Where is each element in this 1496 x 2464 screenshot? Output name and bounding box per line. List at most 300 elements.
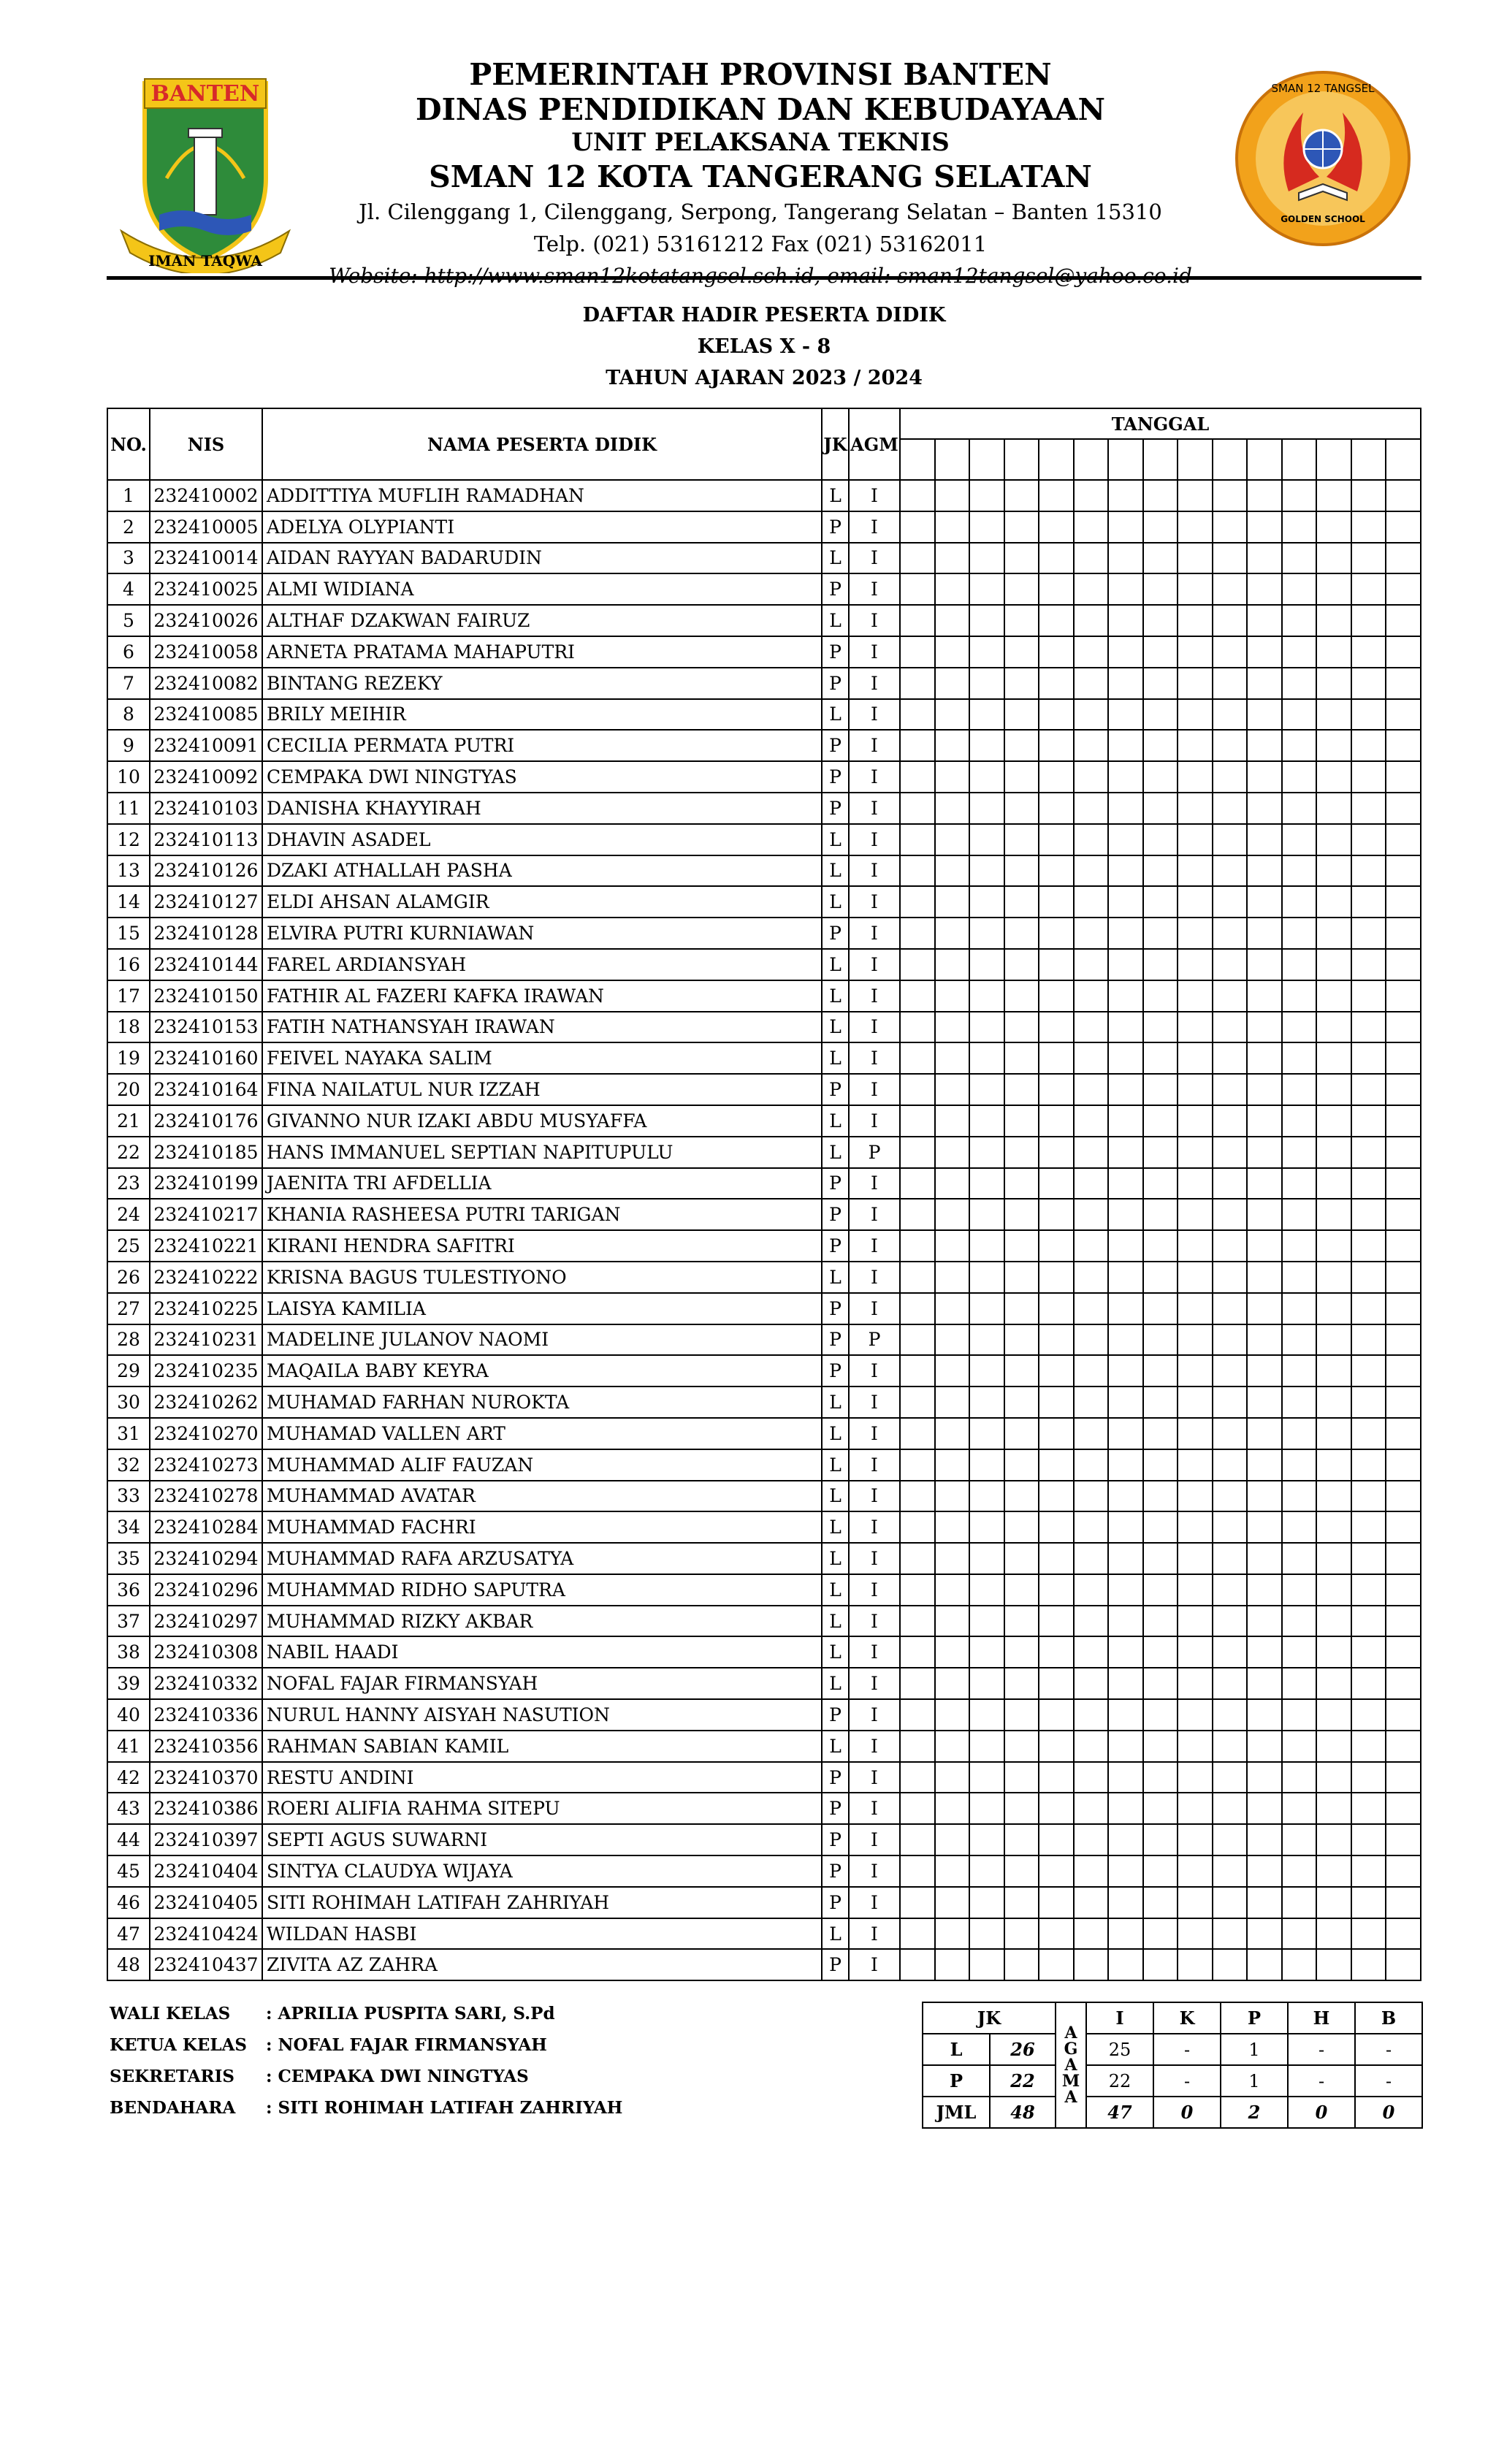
attendance-cell[interactable] (1004, 1418, 1039, 1449)
attendance-cell[interactable] (1351, 636, 1386, 668)
attendance-cell[interactable] (1386, 1230, 1421, 1262)
attendance-cell[interactable] (1004, 761, 1039, 793)
attendance-cell[interactable] (1039, 855, 1074, 887)
attendance-cell[interactable] (935, 1168, 970, 1199)
attendance-cell[interactable] (1039, 1199, 1074, 1230)
attendance-cell[interactable] (1386, 1949, 1421, 1980)
attendance-cell[interactable] (1039, 1606, 1074, 1637)
attendance-cell[interactable] (935, 573, 970, 605)
attendance-cell[interactable] (1039, 1793, 1074, 1824)
attendance-cell[interactable] (1108, 1887, 1143, 1918)
attendance-cell[interactable] (1282, 1042, 1317, 1074)
attendance-cell[interactable] (1004, 1668, 1039, 1699)
attendance-cell[interactable] (935, 1137, 970, 1168)
attendance-cell[interactable] (900, 605, 935, 636)
attendance-cell[interactable] (900, 636, 935, 668)
attendance-cell[interactable] (900, 761, 935, 793)
attendance-cell[interactable] (969, 1262, 1004, 1293)
attendance-cell[interactable] (1316, 1574, 1351, 1606)
attendance-cell[interactable] (900, 886, 935, 918)
attendance-cell[interactable] (1247, 543, 1282, 574)
attendance-cell[interactable] (969, 1481, 1004, 1512)
attendance-cell[interactable] (935, 824, 970, 855)
attendance-cell[interactable] (900, 1418, 935, 1449)
attendance-cell[interactable] (969, 793, 1004, 824)
attendance-cell[interactable] (969, 980, 1004, 1012)
attendance-cell[interactable] (1039, 1762, 1074, 1793)
attendance-cell[interactable] (1316, 1137, 1351, 1168)
attendance-cell[interactable] (1386, 605, 1421, 636)
attendance-cell[interactable] (969, 1230, 1004, 1262)
attendance-cell[interactable] (1247, 1418, 1282, 1449)
attendance-cell[interactable] (1351, 1168, 1386, 1199)
attendance-cell[interactable] (1143, 855, 1178, 887)
attendance-cell[interactable] (1282, 1606, 1317, 1637)
attendance-cell[interactable] (1039, 1074, 1074, 1105)
attendance-cell[interactable] (935, 1418, 970, 1449)
attendance-cell[interactable] (1213, 793, 1248, 824)
attendance-cell[interactable] (1178, 855, 1213, 887)
attendance-cell[interactable] (1178, 980, 1213, 1012)
attendance-cell[interactable] (935, 1511, 970, 1543)
attendance-cell[interactable] (1074, 1731, 1109, 1762)
attendance-cell[interactable] (1386, 480, 1421, 511)
attendance-cell[interactable] (1143, 1293, 1178, 1324)
attendance-cell[interactable] (1247, 1918, 1282, 1950)
attendance-cell[interactable] (1316, 480, 1351, 511)
attendance-cell[interactable] (1074, 1418, 1109, 1449)
attendance-cell[interactable] (1039, 699, 1074, 731)
attendance-cell[interactable] (1247, 886, 1282, 918)
attendance-cell[interactable] (1074, 668, 1109, 699)
attendance-cell[interactable] (1247, 1636, 1282, 1668)
attendance-cell[interactable] (1351, 1574, 1386, 1606)
attendance-cell[interactable] (900, 1511, 935, 1543)
attendance-cell[interactable] (1213, 1949, 1248, 1980)
attendance-cell[interactable] (1351, 1511, 1386, 1543)
attendance-cell[interactable] (900, 1918, 935, 1950)
attendance-cell[interactable] (1351, 543, 1386, 574)
attendance-cell[interactable] (1213, 1199, 1248, 1230)
attendance-cell[interactable] (1004, 480, 1039, 511)
attendance-cell[interactable] (1108, 980, 1143, 1012)
attendance-cell[interactable] (1386, 1074, 1421, 1105)
attendance-cell[interactable] (1108, 1793, 1143, 1824)
attendance-cell[interactable] (1282, 1012, 1317, 1043)
attendance-cell[interactable] (1282, 636, 1317, 668)
attendance-cell[interactable] (1386, 1543, 1421, 1574)
attendance-cell[interactable] (1143, 668, 1178, 699)
attendance-cell[interactable] (1108, 543, 1143, 574)
attendance-cell[interactable] (1316, 1668, 1351, 1699)
attendance-cell[interactable] (1386, 949, 1421, 980)
attendance-cell[interactable] (1247, 1481, 1282, 1512)
attendance-cell[interactable] (1039, 1387, 1074, 1418)
attendance-cell[interactable] (1316, 1074, 1351, 1105)
attendance-cell[interactable] (1039, 1574, 1074, 1606)
attendance-cell[interactable] (1039, 1293, 1074, 1324)
attendance-cell[interactable] (1386, 1324, 1421, 1356)
attendance-cell[interactable] (1143, 1824, 1178, 1855)
attendance-cell[interactable] (1386, 793, 1421, 824)
attendance-cell[interactable] (1039, 1168, 1074, 1199)
attendance-cell[interactable] (1004, 1511, 1039, 1543)
attendance-cell[interactable] (969, 511, 1004, 543)
attendance-cell[interactable] (1316, 543, 1351, 574)
attendance-cell[interactable] (1108, 824, 1143, 855)
attendance-cell[interactable] (969, 699, 1004, 731)
attendance-cell[interactable] (900, 1574, 935, 1606)
attendance-cell[interactable] (1351, 1042, 1386, 1074)
attendance-cell[interactable] (1213, 1230, 1248, 1262)
attendance-cell[interactable] (1386, 1793, 1421, 1824)
attendance-cell[interactable] (1074, 1949, 1109, 1980)
attendance-cell[interactable] (935, 793, 970, 824)
attendance-cell[interactable] (1316, 1606, 1351, 1637)
attendance-cell[interactable] (1039, 668, 1074, 699)
attendance-cell[interactable] (935, 1699, 970, 1731)
attendance-cell[interactable] (969, 1199, 1004, 1230)
attendance-cell[interactable] (1004, 1949, 1039, 1980)
attendance-cell[interactable] (1039, 949, 1074, 980)
attendance-cell[interactable] (1178, 1012, 1213, 1043)
attendance-cell[interactable] (1143, 1137, 1178, 1168)
attendance-cell[interactable] (900, 949, 935, 980)
attendance-cell[interactable] (1074, 1824, 1109, 1855)
attendance-cell[interactable] (1316, 980, 1351, 1012)
attendance-cell[interactable] (1074, 886, 1109, 918)
attendance-cell[interactable] (935, 1731, 970, 1762)
attendance-cell[interactable] (900, 1324, 935, 1356)
attendance-cell[interactable] (1247, 1137, 1282, 1168)
attendance-cell[interactable] (1282, 1699, 1317, 1731)
attendance-cell[interactable] (1039, 1262, 1074, 1293)
attendance-cell[interactable] (1074, 1762, 1109, 1793)
attendance-cell[interactable] (1213, 1262, 1248, 1293)
attendance-cell[interactable] (900, 511, 935, 543)
attendance-cell[interactable] (1074, 855, 1109, 887)
attendance-cell[interactable] (1213, 636, 1248, 668)
attendance-cell[interactable] (1282, 1731, 1317, 1762)
attendance-cell[interactable] (1143, 1355, 1178, 1387)
attendance-cell[interactable] (1247, 1762, 1282, 1793)
attendance-cell[interactable] (1108, 1606, 1143, 1637)
attendance-cell[interactable] (1282, 761, 1317, 793)
attendance-cell[interactable] (1039, 1918, 1074, 1950)
attendance-cell[interactable] (1039, 1418, 1074, 1449)
attendance-cell[interactable] (1178, 1699, 1213, 1731)
attendance-cell[interactable] (1143, 793, 1178, 824)
attendance-cell[interactable] (1316, 1699, 1351, 1731)
attendance-cell[interactable] (1074, 1199, 1109, 1230)
attendance-cell[interactable] (1074, 1793, 1109, 1824)
attendance-cell[interactable] (1074, 1105, 1109, 1137)
attendance-cell[interactable] (1351, 1105, 1386, 1137)
attendance-cell[interactable] (1178, 1481, 1213, 1512)
attendance-cell[interactable] (1213, 1574, 1248, 1606)
attendance-cell[interactable] (1178, 605, 1213, 636)
attendance-cell[interactable] (1386, 1699, 1421, 1731)
attendance-cell[interactable] (1316, 573, 1351, 605)
attendance-cell[interactable] (1213, 1699, 1248, 1731)
attendance-cell[interactable] (1316, 1543, 1351, 1574)
attendance-cell[interactable] (1351, 1481, 1386, 1512)
attendance-cell[interactable] (1282, 1137, 1317, 1168)
attendance-cell[interactable] (1247, 1230, 1282, 1262)
attendance-cell[interactable] (1247, 1199, 1282, 1230)
attendance-cell[interactable] (1143, 511, 1178, 543)
attendance-cell[interactable] (1386, 1855, 1421, 1887)
attendance-cell[interactable] (1004, 1824, 1039, 1855)
attendance-cell[interactable] (1143, 1887, 1178, 1918)
attendance-cell[interactable] (1039, 480, 1074, 511)
attendance-cell[interactable] (1108, 1262, 1143, 1293)
attendance-cell[interactable] (1386, 1668, 1421, 1699)
attendance-cell[interactable] (1074, 1355, 1109, 1387)
attendance-cell[interactable] (1039, 886, 1074, 918)
attendance-cell[interactable] (935, 1793, 970, 1824)
attendance-cell[interactable] (1178, 668, 1213, 699)
attendance-cell[interactable] (969, 1042, 1004, 1074)
attendance-cell[interactable] (1108, 1293, 1143, 1324)
attendance-cell[interactable] (1282, 1574, 1317, 1606)
attendance-cell[interactable] (1351, 793, 1386, 824)
attendance-cell[interactable] (1143, 1793, 1178, 1824)
attendance-cell[interactable] (900, 824, 935, 855)
attendance-cell[interactable] (1143, 949, 1178, 980)
attendance-cell[interactable] (1213, 1355, 1248, 1387)
attendance-cell[interactable] (1108, 668, 1143, 699)
attendance-cell[interactable] (1282, 1918, 1317, 1950)
attendance-cell[interactable] (1351, 824, 1386, 855)
attendance-cell[interactable] (1316, 1293, 1351, 1324)
attendance-cell[interactable] (1247, 1699, 1282, 1731)
attendance-cell[interactable] (1178, 1887, 1213, 1918)
attendance-cell[interactable] (1178, 1355, 1213, 1387)
attendance-cell[interactable] (1074, 543, 1109, 574)
attendance-cell[interactable] (1351, 949, 1386, 980)
attendance-cell[interactable] (1178, 636, 1213, 668)
attendance-cell[interactable] (1351, 1918, 1386, 1950)
attendance-cell[interactable] (1213, 730, 1248, 761)
attendance-cell[interactable] (1039, 1855, 1074, 1887)
attendance-cell[interactable] (935, 1042, 970, 1074)
attendance-cell[interactable] (1074, 1387, 1109, 1418)
attendance-cell[interactable] (1351, 1012, 1386, 1043)
attendance-cell[interactable] (900, 1262, 935, 1293)
attendance-cell[interactable] (1282, 1449, 1317, 1481)
attendance-cell[interactable] (1178, 1324, 1213, 1356)
attendance-cell[interactable] (1247, 1511, 1282, 1543)
attendance-cell[interactable] (1074, 980, 1109, 1012)
attendance-cell[interactable] (900, 1137, 935, 1168)
attendance-cell[interactable] (900, 480, 935, 511)
attendance-cell[interactable] (935, 1074, 970, 1105)
attendance-cell[interactable] (1316, 1793, 1351, 1824)
attendance-cell[interactable] (1386, 1262, 1421, 1293)
attendance-cell[interactable] (1143, 1636, 1178, 1668)
attendance-cell[interactable] (1143, 1387, 1178, 1418)
attendance-cell[interactable] (935, 886, 970, 918)
attendance-cell[interactable] (1074, 1137, 1109, 1168)
attendance-cell[interactable] (1213, 605, 1248, 636)
attendance-cell[interactable] (1351, 1074, 1386, 1105)
attendance-cell[interactable] (969, 1137, 1004, 1168)
attendance-cell[interactable] (1282, 824, 1317, 855)
attendance-cell[interactable] (900, 1074, 935, 1105)
attendance-cell[interactable] (1178, 1137, 1213, 1168)
attendance-cell[interactable] (1108, 1574, 1143, 1606)
attendance-cell[interactable] (1247, 1668, 1282, 1699)
attendance-cell[interactable] (1143, 543, 1178, 574)
attendance-cell[interactable] (1178, 1762, 1213, 1793)
attendance-cell[interactable] (1351, 980, 1386, 1012)
attendance-cell[interactable] (1316, 1168, 1351, 1199)
attendance-cell[interactable] (1039, 605, 1074, 636)
attendance-cell[interactable] (1004, 1355, 1039, 1387)
attendance-cell[interactable] (1213, 1449, 1248, 1481)
attendance-cell[interactable] (900, 1042, 935, 1074)
attendance-cell[interactable] (1108, 605, 1143, 636)
attendance-cell[interactable] (1074, 1636, 1109, 1668)
attendance-cell[interactable] (1316, 1199, 1351, 1230)
attendance-cell[interactable] (1004, 1731, 1039, 1762)
attendance-cell[interactable] (1074, 1012, 1109, 1043)
attendance-cell[interactable] (935, 949, 970, 980)
attendance-cell[interactable] (1178, 573, 1213, 605)
attendance-cell[interactable] (1074, 1262, 1109, 1293)
attendance-cell[interactable] (1108, 511, 1143, 543)
attendance-cell[interactable] (1004, 949, 1039, 980)
attendance-cell[interactable] (1108, 1324, 1143, 1356)
attendance-cell[interactable] (1351, 1262, 1386, 1293)
attendance-cell[interactable] (935, 1543, 970, 1574)
attendance-cell[interactable] (1351, 668, 1386, 699)
attendance-cell[interactable] (969, 1887, 1004, 1918)
attendance-cell[interactable] (935, 480, 970, 511)
attendance-cell[interactable] (969, 1168, 1004, 1199)
attendance-cell[interactable] (1247, 1606, 1282, 1637)
attendance-cell[interactable] (1108, 1418, 1143, 1449)
attendance-cell[interactable] (1386, 1731, 1421, 1762)
attendance-cell[interactable] (1247, 730, 1282, 761)
attendance-cell[interactable] (1247, 793, 1282, 824)
attendance-cell[interactable] (1316, 1012, 1351, 1043)
attendance-cell[interactable] (1351, 1293, 1386, 1324)
attendance-cell[interactable] (935, 543, 970, 574)
attendance-cell[interactable] (1351, 1418, 1386, 1449)
attendance-cell[interactable] (1178, 949, 1213, 980)
attendance-cell[interactable] (1178, 918, 1213, 949)
attendance-cell[interactable] (1247, 480, 1282, 511)
attendance-cell[interactable] (1004, 730, 1039, 761)
attendance-cell[interactable] (1004, 980, 1039, 1012)
attendance-cell[interactable] (1282, 730, 1317, 761)
attendance-cell[interactable] (1282, 1887, 1317, 1918)
attendance-cell[interactable] (1074, 1855, 1109, 1887)
attendance-cell[interactable] (900, 699, 935, 731)
attendance-cell[interactable] (1282, 573, 1317, 605)
attendance-cell[interactable] (1282, 886, 1317, 918)
attendance-cell[interactable] (935, 1199, 970, 1230)
attendance-cell[interactable] (1247, 1042, 1282, 1074)
attendance-cell[interactable] (900, 1012, 935, 1043)
attendance-cell[interactable] (900, 1355, 935, 1387)
attendance-cell[interactable] (969, 605, 1004, 636)
attendance-cell[interactable] (1386, 668, 1421, 699)
attendance-cell[interactable] (969, 1511, 1004, 1543)
attendance-cell[interactable] (1108, 855, 1143, 887)
attendance-cell[interactable] (1351, 1887, 1386, 1918)
attendance-cell[interactable] (1213, 1105, 1248, 1137)
attendance-cell[interactable] (1386, 1918, 1421, 1950)
attendance-cell[interactable] (1004, 1574, 1039, 1606)
attendance-cell[interactable] (1039, 1887, 1074, 1918)
attendance-cell[interactable] (1316, 1355, 1351, 1387)
attendance-cell[interactable] (1213, 1824, 1248, 1855)
attendance-cell[interactable] (1386, 1481, 1421, 1512)
attendance-cell[interactable] (1039, 1731, 1074, 1762)
attendance-cell[interactable] (1247, 1105, 1282, 1137)
attendance-cell[interactable] (1143, 918, 1178, 949)
attendance-cell[interactable] (1247, 699, 1282, 731)
attendance-cell[interactable] (1386, 918, 1421, 949)
attendance-cell[interactable] (1143, 1855, 1178, 1887)
attendance-cell[interactable] (1178, 1574, 1213, 1606)
attendance-cell[interactable] (935, 511, 970, 543)
attendance-cell[interactable] (1386, 511, 1421, 543)
attendance-cell[interactable] (1178, 1387, 1213, 1418)
attendance-cell[interactable] (1247, 1293, 1282, 1324)
attendance-cell[interactable] (1143, 573, 1178, 605)
attendance-cell[interactable] (1004, 1074, 1039, 1105)
attendance-cell[interactable] (1039, 824, 1074, 855)
attendance-cell[interactable] (1282, 605, 1317, 636)
attendance-cell[interactable] (935, 1668, 970, 1699)
attendance-cell[interactable] (1004, 1606, 1039, 1637)
attendance-cell[interactable] (1213, 668, 1248, 699)
attendance-cell[interactable] (1247, 573, 1282, 605)
attendance-cell[interactable] (1074, 636, 1109, 668)
attendance-cell[interactable] (1004, 1293, 1039, 1324)
attendance-cell[interactable] (1004, 824, 1039, 855)
attendance-cell[interactable] (1039, 636, 1074, 668)
attendance-cell[interactable] (969, 1606, 1004, 1637)
attendance-cell[interactable] (935, 1387, 970, 1418)
attendance-cell[interactable] (1004, 1324, 1039, 1356)
attendance-cell[interactable] (1178, 1636, 1213, 1668)
attendance-cell[interactable] (969, 1793, 1004, 1824)
attendance-cell[interactable] (1316, 761, 1351, 793)
attendance-cell[interactable] (1178, 793, 1213, 824)
attendance-cell[interactable] (1178, 1918, 1213, 1950)
attendance-cell[interactable] (1004, 573, 1039, 605)
attendance-cell[interactable] (900, 1855, 935, 1887)
attendance-cell[interactable] (1039, 793, 1074, 824)
attendance-cell[interactable] (1074, 1543, 1109, 1574)
attendance-cell[interactable] (1039, 1636, 1074, 1668)
attendance-cell[interactable] (1213, 1543, 1248, 1574)
attendance-cell[interactable] (1351, 1699, 1386, 1731)
attendance-cell[interactable] (935, 855, 970, 887)
attendance-cell[interactable] (900, 1606, 935, 1637)
attendance-cell[interactable] (969, 949, 1004, 980)
attendance-cell[interactable] (900, 918, 935, 949)
attendance-cell[interactable] (1039, 1355, 1074, 1387)
attendance-cell[interactable] (1386, 1418, 1421, 1449)
attendance-cell[interactable] (1074, 605, 1109, 636)
attendance-cell[interactable] (1282, 1199, 1317, 1230)
